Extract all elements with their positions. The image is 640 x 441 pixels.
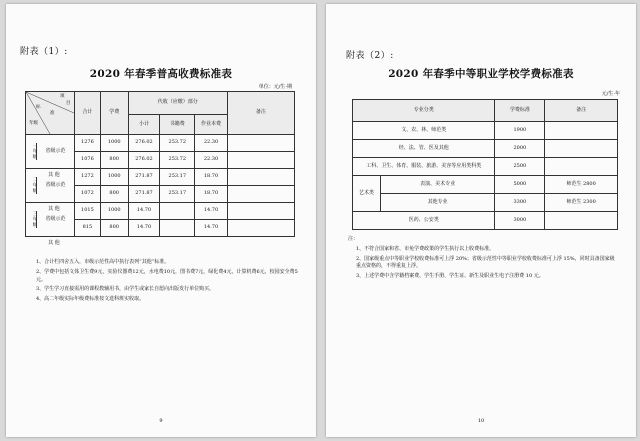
page-title: 2020 年春季中等职业学校学费标准表 [388,68,574,80]
fee-cell: 5000 [495,176,545,194]
header-total: 合计 [75,92,101,135]
table-row [353,158,618,176]
tuition-cell: 800 [100,152,128,169]
grade-cell [26,135,75,169]
book-cell: 253.72 [160,152,195,169]
total-cell: 1276 [75,135,101,152]
header-exercise-fee: 作业本费 [195,114,228,134]
header-book-fee: 书籍费 [160,114,195,134]
grade-label: 三年级 [32,211,37,228]
fee-cell: 2500 [495,158,545,176]
tuition-cell: 1000 [100,203,128,220]
fee-cell: 3000 [495,212,545,230]
table-row [353,140,618,158]
book-cell: 253.17 [160,169,195,186]
remark-cell [545,140,618,158]
total-cell: 1272 [75,169,101,186]
major-cell: 医药、公安类 [353,212,495,230]
header-agency-group: 代收（应缴）部分 [128,92,227,115]
remark-cell [545,122,618,140]
fee-cell: 2000 [495,140,545,158]
exercise-cell: 14.70 [195,220,228,237]
subtotal-cell: 14.70 [128,220,160,237]
remark-cell [227,186,294,203]
table-row [353,122,618,140]
note-item: 3、学生学习直接需用的课程教辅用书，由学生或家长自愿向出版发行单位购买。 [36,286,215,293]
remark-cell [227,169,294,186]
page-title: 2020 年春季普高收费标准表 [89,68,233,80]
header-fee: 学费标准 [495,100,545,122]
page-number: 10 [477,418,485,424]
book-cell [160,203,195,220]
note-item: 1、合计栏四舍五入，市级示范性高中执行表列“其他”标准。 [36,259,170,265]
subtotal-cell: 14.70 [128,203,160,220]
major-cell: 其他专业 [380,194,495,212]
annex-label: 附表（1）: [20,47,68,57]
diag-zhun-text: 准 [50,111,55,116]
type-label: 省级示范 [36,211,74,228]
exercise-cell: 22.30 [195,152,228,169]
type-label: 省级示范 [36,177,74,194]
notes-label: 注： [348,236,359,242]
annex-label: 附表（2）: [346,51,394,61]
subtotal-cell: 276.02 [128,152,160,169]
remark-cell: 师范生 2300 [545,194,618,212]
exercise-cell: 22.30 [195,135,228,152]
type-label: 其 他 [48,240,60,246]
table-row [26,135,295,152]
remark-cell [545,212,618,230]
type-label: 其 他 [48,206,60,212]
tuition-cell: 800 [100,186,128,203]
notes-block [36,259,298,306]
diagonal-header-cell [26,92,75,135]
grade-label: 二年级 [32,177,37,194]
book-cell [160,220,195,237]
subtotal-cell: 271.87 [128,186,160,203]
remark-cell: 师范生 2800 [545,176,618,194]
fee-cell: 1900 [495,122,545,140]
page-number: 9 [159,418,163,424]
type-label: 省级示范 [36,143,74,160]
note-item: 2、学费中包括文体卫生费9元，实验仪器费12元，水电费10元，图书费7元，绿化费4元，计算机费6元，校园安全费5元。 [36,268,298,283]
notes-block [348,236,618,283]
tuition-cell: 1000 [100,135,128,152]
unit-label: 元/生·年 [601,91,620,97]
table-row [353,176,618,194]
header-major: 专业分类 [353,100,495,122]
fee-table [352,99,618,230]
exercise-cell: 14.70 [195,203,228,220]
header-subtotal: 小计 [128,114,160,134]
page-left [6,4,316,437]
exercise-cell: 18.70 [195,186,228,203]
subtotal-cell: 271.87 [128,169,160,186]
major-cell: 经、法、管、医及其他 [353,140,495,158]
note-item: 3、上述学费中含学籍档案费、学生手册、学生证、新生及职业生电子注册费 10 元。 [356,273,544,279]
diag-project-text: 项 [60,94,65,99]
fee-cell: 3300 [495,194,545,212]
header-tuition: 学费 [100,92,128,135]
header-remark: 备注 [545,100,618,122]
major-cell: 工科、卫生、体育、服装、旅游、美容等应用类科类 [353,158,495,176]
note-item: 2、国家级重点中等职业学校收费标准可上浮 20%；省级示范性中等职业学校收费标准可上浮 15%，同时具备国家级重点资格的，不得重复上浮。 [356,255,615,270]
type-label: 其 他 [48,172,60,178]
exercise-cell: 18.70 [195,169,228,186]
remark-cell [227,203,294,220]
total-cell: 1015 [75,203,101,220]
subtotal-cell: 276.02 [128,135,160,152]
remark-cell [227,220,294,237]
tuition-cell: 1000 [100,169,128,186]
tuition-cell: 800 [100,220,128,237]
total-cell: 1076 [75,152,101,169]
major-cell: 表演、美术专业 [380,176,495,194]
diag-standard-text: 标 [36,105,41,110]
table-row [353,194,618,212]
diag-eye-text: 目 [66,101,71,106]
unit-label: 单位：元/生·期 [258,84,292,90]
total-cell: 815 [75,220,101,237]
major-cell: 文、农、林、师范类 [353,122,495,140]
note-item: 4、高二年级实际年级费标准按文选科班实收取。 [36,296,145,302]
book-cell: 253.17 [160,186,195,203]
header-remark: 备注 [227,92,294,135]
grade-label: 一年级 [32,143,37,160]
remark-cell [545,158,618,176]
book-cell: 253.72 [160,135,195,152]
group-cell: 艺术类 [353,176,381,212]
page-right [326,4,636,437]
remark-cell [227,152,294,169]
table-row [353,212,618,230]
total-cell: 1072 [75,186,101,203]
diag-grade-text: 年级 [29,121,38,126]
remark-cell [227,135,294,152]
note-item: 1、不符合国家和省、市免学费政策的学生执行以上收费标准。 [356,245,495,252]
